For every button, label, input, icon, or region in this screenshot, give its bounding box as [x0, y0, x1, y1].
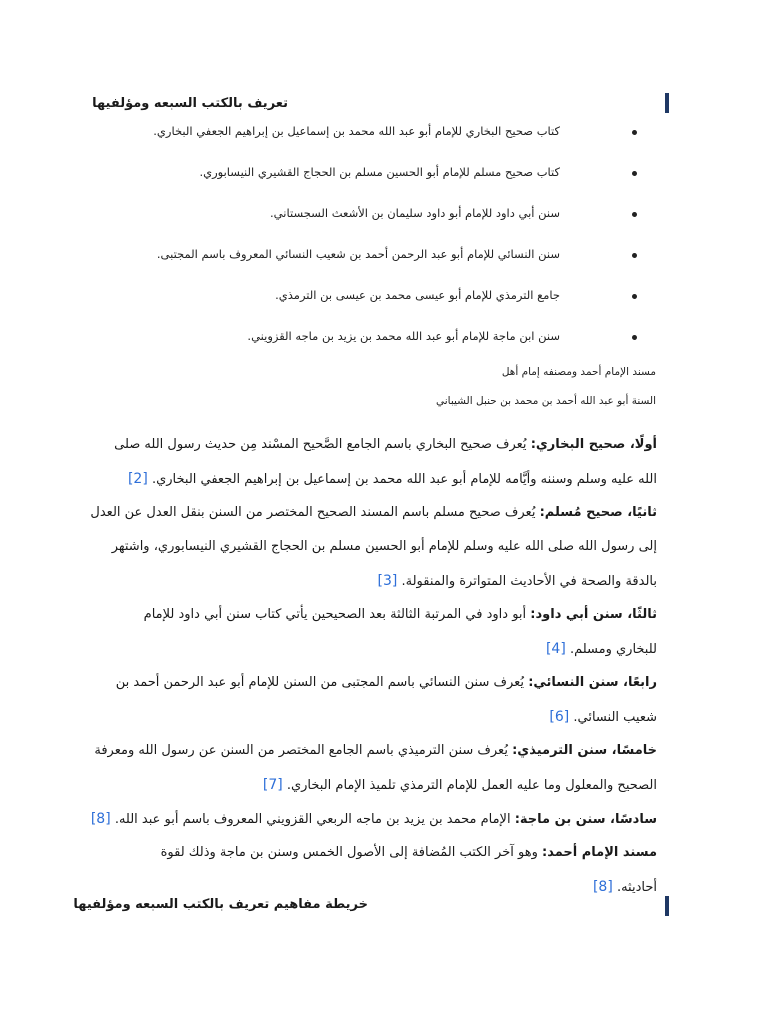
paragraph-heading: أولًا، صحيح البخاري:	[530, 437, 657, 452]
list-item: سنن ابن ماجة للإمام أبو عبد الله محمد بن يزيد بن ماجه القزويني.	[80, 329, 560, 370]
paragraph-muslim: ثانيًا، صحيح مُسلم: يُعرف صحيح مسلم باسم المسند الصحيح المختصر من السنن بنقل العدل عن العدل إلى رسول الله صلى الله عليه وسلم للإمام أبو الحسين مسلم بن الحجاج القشيري النيسابوري، واشتهر بالدقة والصحة في الأحاديث المتواترة والمنقولة. [3]	[90, 505, 657, 589]
musnad-line-1: مسند الإمام أحمد ومصنفه إمام أهل	[501, 366, 656, 378]
paragraph-heading: سادسًا، سنن بن ماجة:	[514, 812, 657, 827]
list-item: سنن أبي داود للإمام أبو داود سليمان بن الأشعث السجستاني.	[80, 206, 560, 247]
heading-marker	[665, 896, 669, 916]
bullet-icon	[632, 130, 637, 135]
bullet-icon	[632, 212, 637, 217]
section-title-concept-map: خريطة مفاهيم تعريف بالكتب السبعه ومؤلفيها	[73, 897, 368, 912]
paragraph-heading: رابعًا، سنن النسائي:	[528, 675, 657, 690]
bullet-icon	[632, 253, 637, 258]
bullet-icon	[632, 171, 637, 176]
list-item: كتاب صحيح البخاري للإمام أبو عبد الله محمد بن إسماعيل بن إبراهيم الجعفي البخاري.	[80, 124, 560, 165]
section-title-books: تعريف بالكتب السبعه ومؤلفيها	[92, 96, 288, 111]
heading-marker	[665, 93, 669, 113]
paragraph-tirmidhi: خامسًا، سنن الترميذي: يُعرف سنن الترميذي باسم الجامع المختصر من السنن عن رسول الله ومعرفة الصحيح والمعلول وما عليه العمل للإمام الترمذي تلميذ الإمام البخاري. [7]	[94, 743, 657, 793]
paragraph-ibn-majah: سادسًا، سنن بن ماجة: الإمام محمد بن يزيد بن ماجه الربعي القزويني المعروف باسم أبو عبد الله. [8]	[90, 811, 657, 827]
citation-link[interactable]: [6]	[549, 709, 570, 725]
paragraph-abu-dawud: ثالثًا، سنن أبي داود: أبو داود في المرتبة الثالثة بعد الصحيحين يأتي كتاب سنن أبي داود للإمام للبخاري ومسلم. [4]	[143, 607, 657, 657]
citation-link[interactable]: [8]	[90, 811, 111, 827]
list-item: جامع الترمذي للإمام أبو عيسى محمد بن عيسى بن الترمذي.	[80, 288, 560, 329]
citation-link[interactable]: [4]	[545, 641, 566, 657]
book-list	[80, 124, 560, 370]
paragraph-bukhari: أولًا، صحيح البخاري: يُعرف صحيح البخاري باسم الجامع الصَّحيح المسْند مِن حديث رسول الله صلى الله عليه وسلم وسننه وأيَّامه للإمام أبو عبد الله محمد بن إسماعيل بن إبراهيم الجعفي البخاري. [2]	[114, 437, 657, 487]
list-item: كتاب صحيح مسلم للإمام أبو الحسين مسلم بن الحجاج القشيري النيسابوري.	[80, 165, 560, 206]
list-item: سنن النسائي للإمام أبو عبد الرحمن أحمد بن شعيب النسائي المعروف باسم المجتبى.	[80, 247, 560, 288]
paragraph-musnad-ahmad: مسند الإمام أحمد: وهو آخر الكتب المُضافة إلى الأصول الخمس وسنن بن ماجة وذلك لقوة أحاديثه. [8]	[160, 845, 657, 895]
citation-link[interactable]: [8]	[592, 879, 613, 895]
paragraph-heading: ثالثًا، سنن أبي داود:	[530, 607, 657, 622]
musnad-line-2: السنة أبو عبد الله أحمد بن محمد بن حنبل الشيباني	[435, 395, 656, 407]
citation-link[interactable]: [2]	[127, 471, 148, 487]
bullet-icon	[632, 335, 637, 340]
citation-link[interactable]: [7]	[262, 777, 283, 793]
paragraph-heading: مسند الإمام أحمد:	[542, 845, 657, 860]
paragraph-nasai: رابعًا، سنن النسائي: يُعرف سنن النسائي باسم المجتبى من السنن للإمام أبو عبد الرحمن أحمد بن شعيب النسائي. [6]	[115, 675, 657, 725]
paragraph-heading: خامسًا، سنن الترميذي:	[512, 743, 657, 758]
citation-link[interactable]: [3]	[377, 573, 398, 589]
bullet-icon	[632, 294, 637, 299]
paragraph-heading: ثانيًا، صحيح مُسلم:	[539, 505, 657, 520]
